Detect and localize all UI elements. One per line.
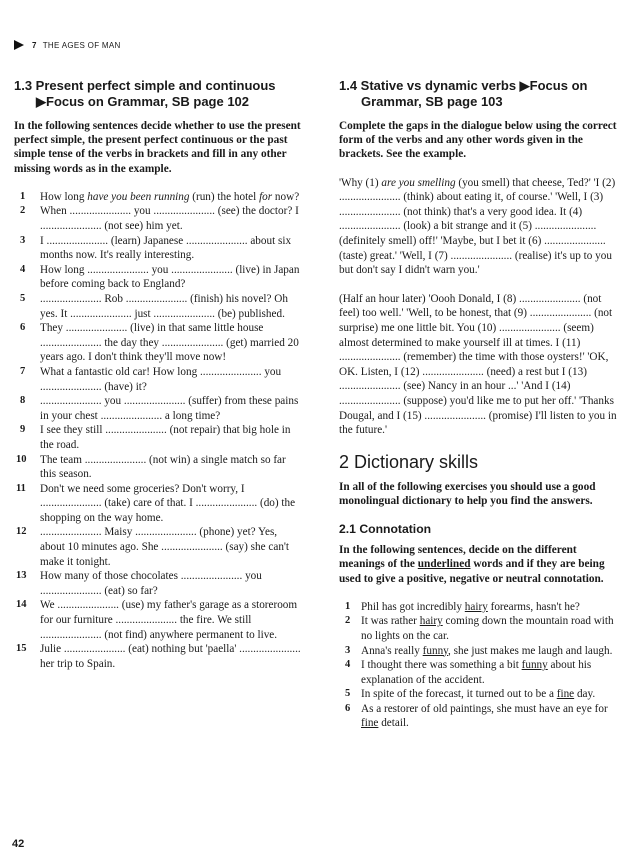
dialogue-part-2: (Half an hour later) 'Oooh Donald, I (8) ...................... (not feel) too well.' 'Well, to be honest, that (9) ...................... (not surprise) me one little bit. You (10) ...................... (seem) almost determined to make yourself ill at times. I (11) ...................... (remember) the time with those oysters!' 'OK, OK. Listen, I (12) ...................... (need) a rest but I (13) ...................... (see) Nancy in an hour ...' 'And I (14) ...................... (suppose) you'd like me to put her off.' 'Thanks Dougal, and I (15) ...................... (promise) I'll listen to you in the future.' bbox=[339, 292, 617, 437]
list-item: 4 How long ...................... you ...................... (live) in Japan before coming back to England? bbox=[20, 263, 300, 291]
right-column bbox=[339, 78, 623, 731]
chapter-title: THE AGES OF MAN bbox=[42, 40, 121, 50]
list-item: 12 ...................... Maisy ...................... (phone) yet? Yes, about 10 minutes ago. She ...................... (say) she can't make it tonight. bbox=[16, 526, 290, 568]
running-header bbox=[14, 40, 121, 50]
list-item: 1 How long have you been running (run) the hotel for now? bbox=[20, 190, 300, 203]
list-item: 6 As a restorer of old paintings, she must have an eye for fine detail. bbox=[345, 702, 608, 730]
list-item: 10 The team ...................... (not win) a single match so far this season. bbox=[16, 453, 286, 481]
section-1-4-instructions: Complete the gaps in the dialogue below using the correct form of the verbs and any other words given in the brackets. See the example. bbox=[339, 120, 617, 161]
section-1-4-title: 1.4 Stative vs dynamic verbs ▶Focus on Grammar, SB page 103 bbox=[339, 78, 588, 109]
list-item: 5 In spite of the forecast, it turned out to be a fine day. bbox=[345, 688, 596, 701]
list-item: 5 ...................... Rob ...................... (finish) his novel? Oh yes. It ...................... just ...................... (be) published. bbox=[20, 292, 288, 320]
example-answer: have you been running bbox=[87, 190, 190, 203]
list-item: 8 ...................... you ...................... (suffer) from these pains in your chest ...................... a long time? bbox=[20, 395, 299, 422]
arrow-icon: ▶ bbox=[519, 78, 530, 93]
exercise-2-1-list bbox=[339, 600, 623, 731]
left-column bbox=[14, 78, 304, 671]
list-item: 9 I see they still ...................... (not repair) that big hole in the road. bbox=[20, 424, 291, 451]
list-item: 2 When ...................... you ...................... (see) the doctor? I ...................... (not see) him yet. bbox=[20, 205, 299, 232]
arrow-icon bbox=[14, 40, 24, 50]
example-answer: are you smelling bbox=[381, 176, 456, 189]
section-2-intro: In all of the following exercises you should use a good monolingual dictionary to help you find the answers. bbox=[339, 480, 596, 507]
list-item: 7 What a fantastic old car! How long ...................... you ...................... (have) it? bbox=[20, 365, 282, 393]
list-item: 6 They ...................... (live) in that same little house ...................... the day they ...................... (get) married 20 years ago. I don't think they'll move now! bbox=[20, 322, 299, 364]
arrow-icon: ▶ bbox=[36, 94, 46, 109]
list-item: 3 I ...................... (learn) Japanese ...................... about six months now. It's really interesting. bbox=[20, 234, 292, 262]
list-item: 1 Phil has got incredibly hairy forearms, hasn't he? bbox=[345, 600, 580, 613]
section-2-title: 2 Dictionary skills bbox=[339, 451, 479, 472]
list-item: 15 Julie ...................... (eat) nothing but 'paella' ...................... her trip to Spain. bbox=[16, 643, 301, 670]
exercise-1-3-list bbox=[14, 190, 304, 672]
page-number: 42 bbox=[12, 838, 25, 850]
list-item: 3 Anna's really funny, she just makes me laugh and laugh. bbox=[345, 644, 613, 657]
section-1-3-title: 1.3 Present perfect simple and continuous ▶Focus on Grammar, SB page 102 bbox=[14, 78, 276, 109]
list-item: 14 We ...................... (use) my father's garage as a storeroom for our furniture ...................... the fire. We still ...................... (not find) anywhere permanent to live. bbox=[16, 599, 298, 641]
list-item: 11 Don't we need some groceries? Don't worry, I ...................... (take) care of that. I ...................... (do) the shopping on the way home. bbox=[16, 482, 296, 524]
section-1-3-instructions: In the following sentences decide whether to use the present perfect simple, the present perfect continuous or the past simple tense of the verbs in brackets and fill in any other missing words as in the example. bbox=[14, 120, 301, 175]
dialogue-part-1: 'Why (1) are you smelling (you smell) that cheese, Ted?' 'I (2) ...................... (think) about eating it, of course.' 'Well, I (3) ...................... (not think) that's a very good idea. It (4) ...................... (look) a bit strange and it (5) ...................... (definitely smell) off!' 'Maybe, but I bet it (6) ...................... (taste) great.' 'Well, I (7) ...................... (realise) it's up to you but don't say I didn't warn you.' bbox=[339, 176, 616, 277]
list-item: 13 How many of those chocolates ...................... you ...................... (eat) so far? bbox=[16, 570, 262, 597]
chapter-number: 7 bbox=[32, 40, 37, 50]
section-2-1-instructions: In the following sentences, decide on the different meanings of the underlined words and if they are being used to give a positive, negative or neutral connotation. bbox=[339, 544, 605, 585]
section-2-1-title: 2.1 Connotation bbox=[339, 522, 432, 537]
list-item: 2 It was rather hairy coming down the mountain road with no lights on the car. bbox=[345, 615, 614, 642]
list-item: 4 I thought there was something a bit funny about his explanation of the accident. bbox=[345, 659, 592, 686]
